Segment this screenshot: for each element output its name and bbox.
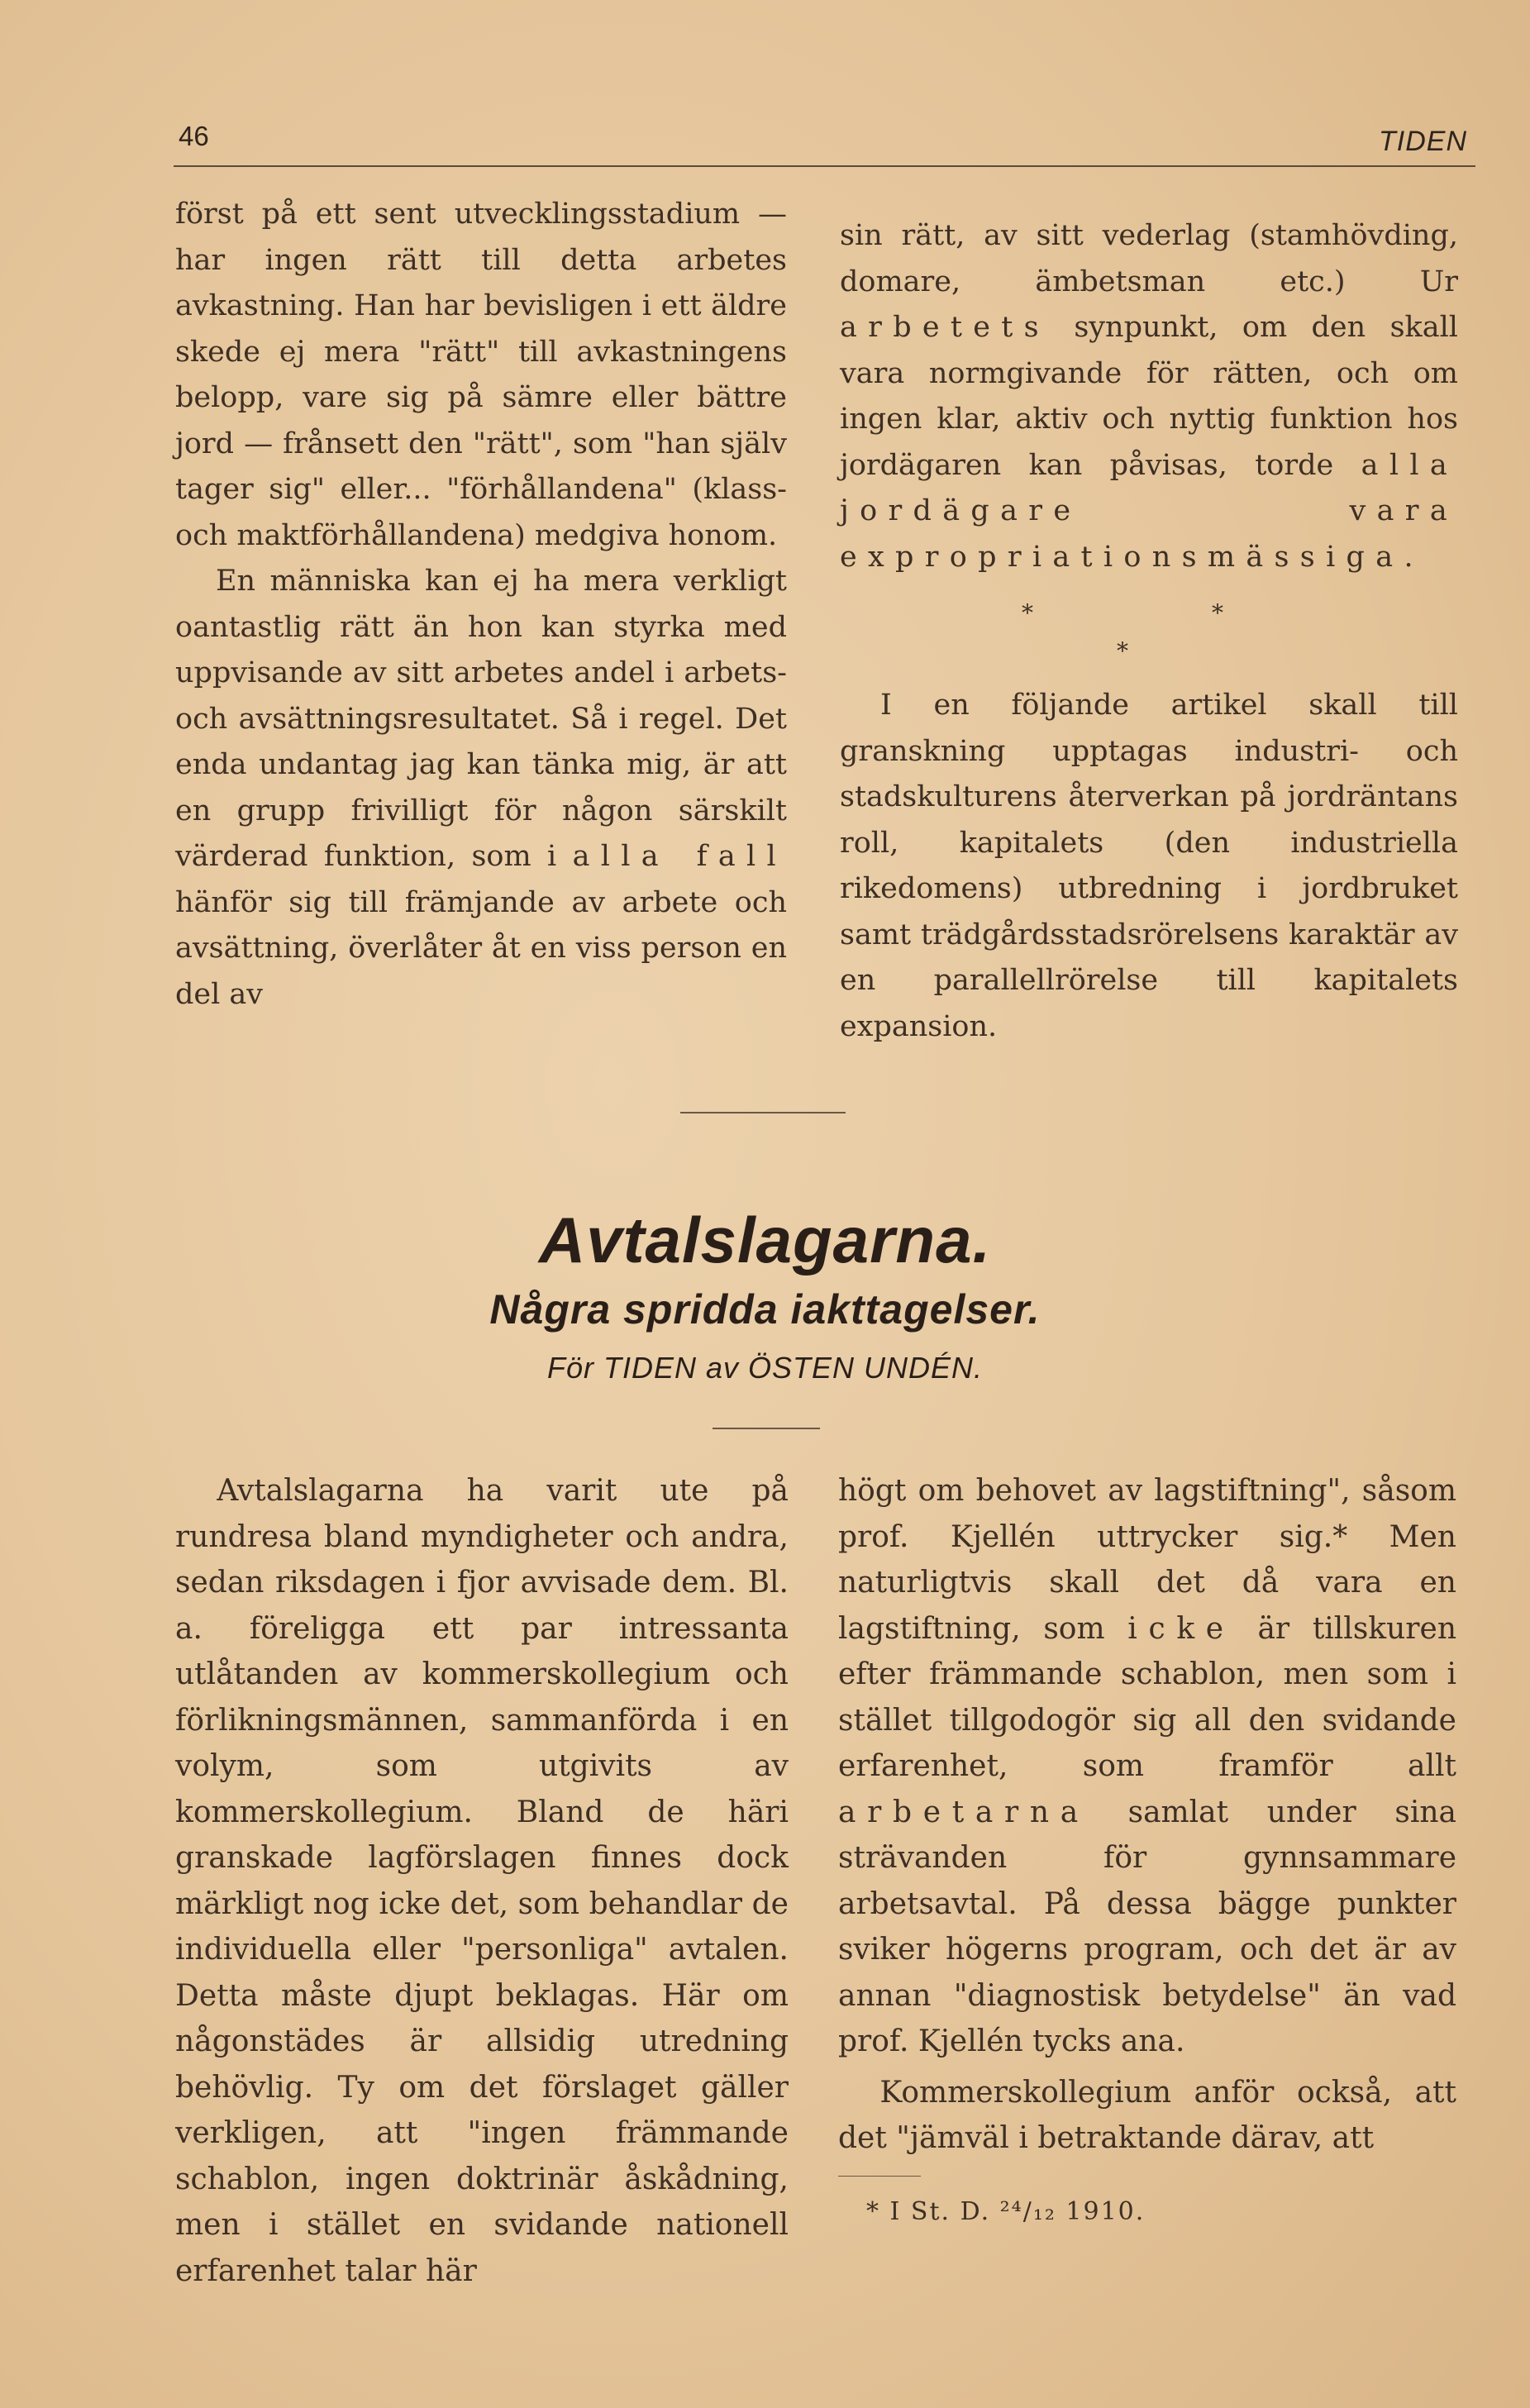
paragraph: först på ett sent utvecklingsstadium — har ingen rätt till detta arbetes avkastning. Han har bevisligen i ett äldre skede ej mera "rätt" till avkastningens belopp, vare sig på sämre eller bättre jord — frånsett den "rätt", som "han själv tager sig" eller... "förhållandena" (klass- och maktförhållandena) medgiva honom.: [175, 198, 787, 552]
spaced-emphasis: arbetarna: [838, 1795, 1089, 1829]
spaced-emphasis: alla fall: [572, 840, 788, 873]
text-run: .: [1404, 540, 1413, 574]
paragraph: [175, 559, 787, 1018]
article-byline: För TIDEN av ÖSTEN UNDÉN.: [546, 1351, 984, 1385]
article-subtitle: Några spridda iakttagelser.: [489, 1286, 1041, 1333]
spaced-emphasis: alla jordägare vara expropriationsmässiga: [840, 448, 1458, 574]
running-title: TIDEN: [1379, 126, 1467, 157]
paragraph: Avtalslagarna ha varit ute på rundresa bland myndigheter och andra, sedan riksdagen i fjor avvisade dem. Bl. a. föreligga ett par intressanta utlåtanden av kommerskollegium och förlikningsmännen, sammanförda i en volym, som utgivits av kommerskollegium. Bland de häri granskade lagförslagen finnes dock märkligt nog icke det, som behandlar de individuella eller "personliga" avtalen. Detta måste djupt beklagas. Här om någonstädes är allsidig utredning behövlig. Ty om det förslaget gäller verkligen, att "ingen främmande schablon, ingen doktrinär åskådning, men i stället en svidande nationell erfarenhet talar här: [175, 1474, 789, 2288]
top-right-column: [840, 213, 1458, 1050]
paragraph: I en följande artikel skall till granskning upptagas industri- och stadskulturens återverkan på jordräntans roll, kapitalets (den industriella rikedomens) utbredning i jordbruket samt trädgårdsstadsrörelsens karaktär av en parallellrörelse till kapitalets expansion.: [840, 689, 1458, 1043]
asterisk: *: [1212, 599, 1223, 627]
text-run: är tillskuren efter främmande schablon, men som i stället tillgodogör sig all den svidande erfarenhet, som framför allt: [838, 1611, 1456, 1783]
section-break-asterism: [840, 592, 1458, 683]
top-left-column: [175, 192, 787, 1018]
divider: [680, 1112, 846, 1113]
asterisk: *: [1117, 637, 1128, 665]
text-run: hänför sig till främjande av arbete och avsättning, överlåter åt en viss person en del av: [175, 885, 787, 1011]
paragraph: [840, 213, 1458, 580]
bottom-left-column: [175, 1468, 789, 2294]
spaced-emphasis: arbetets: [840, 311, 1050, 344]
text-run: sin rätt, av sitt vederlag (stamhövding, domare, ämbetsman etc.) Ur: [840, 219, 1458, 298]
divider: [713, 1428, 820, 1429]
spaced-emphasis: icke: [1127, 1611, 1235, 1646]
text-run: samlat under sina strävanden för gynnsammare arbetsavtal. På dessa bägge punkter sviker högerns program, och det är av annan "diagnostisk betydelse" än vad prof. Kjellén tycks ana.: [838, 1795, 1456, 2058]
text-run: högt om behovet av lagstiftning", såsom prof. Kjellén uttrycker sig.* Men naturligtvis skall det då vara en lagstiftning, som: [838, 1474, 1456, 1646]
text-run: En människa kan ej ha mera verkligt oantastlig rätt än hon kan styrka med uppvisande av sitt arbetes andel i arbets- och avsättningsresultatet. Så i regel. Det enda undantag jag kan tänka mig, är att en grupp frivilligt för någon särskilt värderad funktion, som i: [175, 565, 787, 873]
footnote-rule: [838, 2176, 921, 2177]
asterisk: *: [1022, 599, 1033, 627]
footnote: * I St. D. ²⁴/₁₂ 1910.: [866, 2197, 1146, 2226]
paragraph: [838, 1468, 1456, 2065]
paragraph: Kommerskollegium anför också, att det "jämväl i betraktande därav, att: [838, 2075, 1456, 2155]
page-header: [174, 116, 1475, 167]
text-run: synpunkt, om den skall vara normgivande för rätten, och om ingen klar, aktiv och nyttig funktion hos jordägaren kan påvisas, torde: [840, 311, 1458, 482]
article-title: Avtalslagarna.: [538, 1204, 992, 1276]
bottom-right-column: [838, 1468, 1456, 2162]
page-number: 46: [179, 121, 209, 151]
